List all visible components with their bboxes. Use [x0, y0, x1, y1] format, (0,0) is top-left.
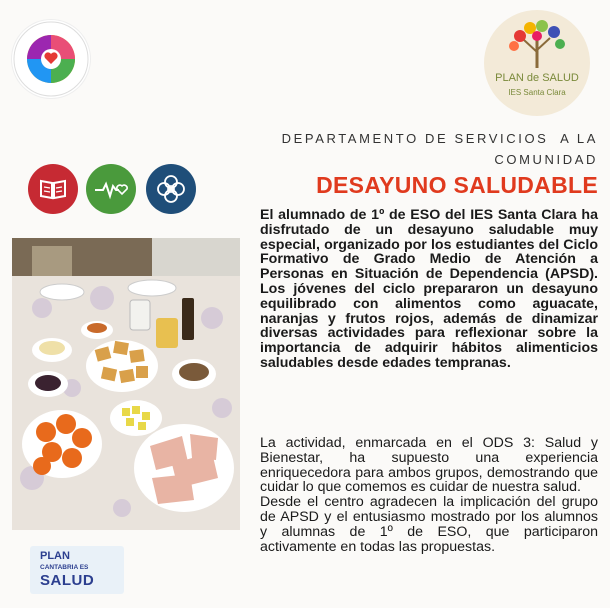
- article-title: DESAYUNO SALUDABLE: [316, 172, 598, 198]
- plan-logo-title: PLAN de SALUD: [495, 72, 579, 84]
- book-icon: [28, 164, 78, 214]
- department-heading: [250, 128, 598, 170]
- plan-logo-subtitle: IES Santa Clara: [508, 88, 566, 97]
- article-paragraph-3: Desde el centro agradecen la implicación del grupo de APSD y el entusiasmo mostrado por los alumnos y alumnas de 1º de ESO, que participaron activamente en todas las propuestas.: [260, 494, 598, 555]
- cantabria-logo-line2: CANTABRIA ES: [40, 564, 89, 571]
- vida-saludable-badge: [12, 20, 90, 98]
- cantabria-logo-line1: PLAN: [40, 550, 70, 562]
- breakfast-table-image: [12, 238, 240, 530]
- breakfast-photo: [12, 238, 240, 530]
- tree-icon: [484, 14, 590, 74]
- cantabria-logo-line3: SALUD: [40, 572, 95, 589]
- article-paragraph-2: La actividad, enmarcada en el ODS 3: Salud y Bienestar, ha supuesto una experiencia enriquecedora para ambos grupos, demostrando que cuidar lo que comemos es cuidar de nuestra salud.: [260, 435, 598, 496]
- department-line1: DEPARTAMENTO DE SERVICIOS A LA: [281, 131, 598, 146]
- cantabria-es-salud-logo: [30, 546, 124, 594]
- vida-saludable-logo-icon: [12, 20, 90, 98]
- heartbeat-icon: [86, 164, 136, 214]
- article-body: [260, 436, 598, 554]
- plan-de-salud-logo: [484, 10, 590, 116]
- flower-icon: [146, 164, 196, 214]
- article-lead-paragraph: El alumnado de 1º de ESO del IES Santa Clara ha disfrutado de un desayuno saludable muy especial, organizado por los estudiantes del Ciclo Formativo de Grado Medio de Atención a Personas en Situación de Dependencia (APSD). Los jóvenes del ciclo prepararon un desayuno equilibrado con alimentos como aguacate, naranjas y frutos rojos, además de dinamizar diversas actividades para reflexionar sobre la importancia de adquirir hábitos alimenticios saludables desde edades tempranas.: [260, 207, 598, 371]
- department-line2: COMUNIDAD: [494, 152, 598, 167]
